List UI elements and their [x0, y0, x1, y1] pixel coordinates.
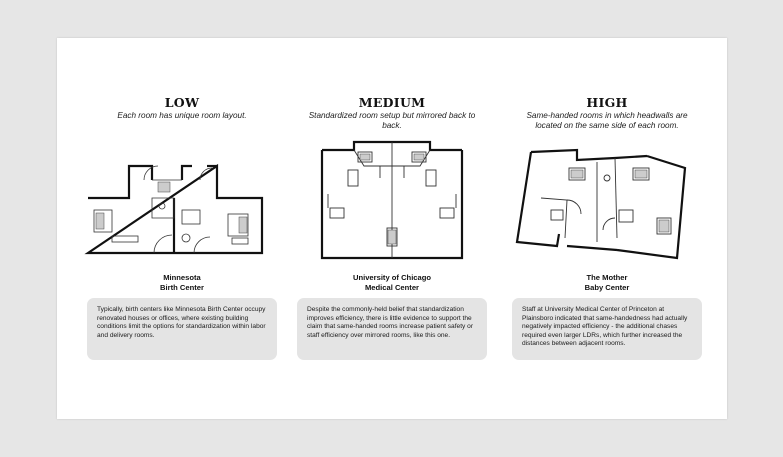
facility-name-line2: Birth Center	[160, 283, 204, 292]
column-subtitle: Same-handed rooms in which headwalls are located on the same side of each room.	[526, 111, 688, 130]
floor-plan-high	[507, 138, 707, 263]
description-box: Despite the commonly-held belief that standardization improves efficiency, there is little evidence to support the claim that same-handed rooms increase patient safety or staff efficiency over mirrored rooms, like this one.	[297, 298, 487, 360]
column-subtitle: Standardized room setup but mirrored back to back.	[308, 111, 476, 130]
column-medium	[292, 38, 492, 419]
facility-name	[82, 273, 282, 293]
floor-plan-medium	[292, 138, 492, 263]
floor-plan-high-drawing	[507, 138, 707, 263]
column-heading: HIGH	[586, 95, 628, 110]
column-high	[507, 38, 707, 419]
column-subtitle: Each room has unique room layout.	[117, 111, 247, 120]
facility-name	[507, 273, 707, 293]
facility-name-line2: Medical Center	[364, 283, 420, 292]
floor-plan-low	[82, 138, 282, 263]
column-heading: MEDIUM	[358, 95, 426, 110]
column-low	[82, 38, 282, 419]
column-heading: LOW	[164, 95, 200, 110]
slide-panel	[57, 38, 727, 419]
description-box: Staff at University Medical Center of Princeton at Plainsboro indicated that same-handedness had actually negatively impacted efficiency - the additional chases required even larger LDRs, which further increased the distances between adjacent rooms.	[512, 298, 702, 360]
facility-name-line1: Minnesota	[163, 273, 201, 282]
facility-name	[292, 273, 492, 293]
floor-plan-low-drawing	[82, 138, 282, 263]
facility-name-line1: University of Chicago	[352, 273, 432, 282]
description-box: Typically, birth centers like Minnesota Birth Center occupy renovated houses or offices, where existing building conditions limit the options for standardization within labor and delivery rooms.	[87, 298, 277, 360]
facility-name-line2: Baby Center	[584, 283, 630, 292]
floor-plan-medium-drawing	[292, 138, 492, 263]
facility-name-line1: The Mother	[586, 273, 628, 282]
